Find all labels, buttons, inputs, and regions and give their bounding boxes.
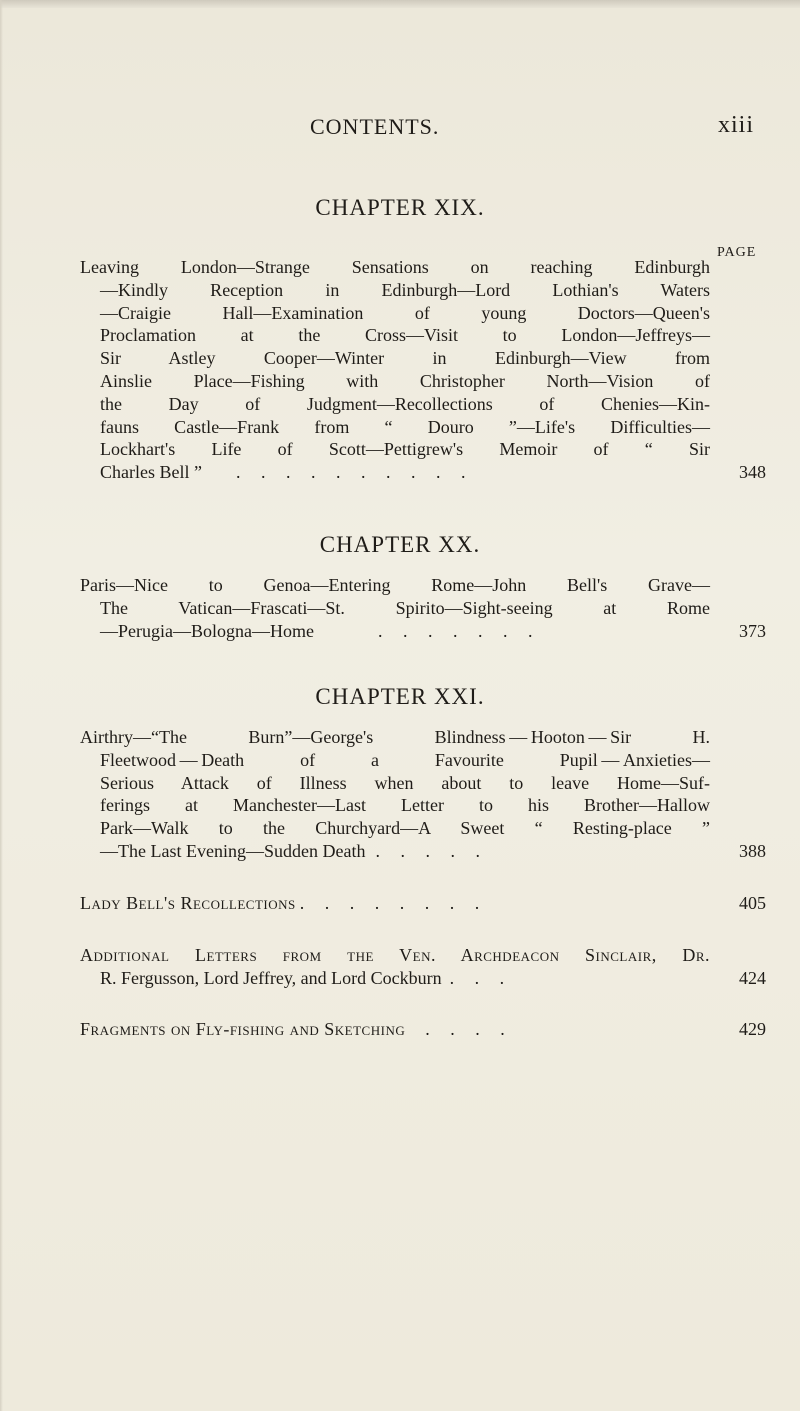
dot-leader: . . . . <box>425 1019 513 1039</box>
entry-line: ferings at Manchester—Last Letter to his Brother—Hallow <box>100 795 710 816</box>
entry-text: Lady Bell's Recollections <box>80 893 296 913</box>
chapter-heading: CHAPTER XIX. <box>315 195 485 220</box>
entry-line-last <box>80 892 710 915</box>
entry-line-last <box>80 1018 710 1041</box>
entry-text: —Perugia—Bologna—Home <box>100 620 314 641</box>
page-number: 348 <box>739 462 766 483</box>
toc-entry <box>80 944 766 990</box>
dot-leader: . . . . . . . . . . <box>235 462 474 483</box>
page-number: 424 <box>739 967 766 988</box>
entry-text: Fragments on Fly-fishing and Sketching <box>80 1019 406 1039</box>
entry-line-last <box>80 840 710 863</box>
entry-line: Sir Astley Cooper—Winter in Edinburgh—View from <box>100 348 710 369</box>
dot-leader: . . . . . . . . <box>299 893 488 913</box>
page-number: 373 <box>739 620 766 641</box>
entry-line: Leaving London—Strange Sensations on reaching Edinburgh <box>80 257 710 277</box>
entry-line: the Day of Judgment—Recollections of Chenies—Kin- <box>100 393 710 414</box>
entry-line: fauns Castle—Frank from “ Douro ”—Life's Difficulties— <box>100 416 710 437</box>
toc-entry <box>80 574 766 642</box>
page-number: 405 <box>739 893 766 913</box>
page-number: 388 <box>739 840 766 861</box>
toc-entry <box>80 726 766 863</box>
page-top-edge <box>0 0 800 8</box>
entry-line: —Craigie Hall—Examination of young Doctors—Queen's <box>100 302 710 323</box>
entry-line-last <box>80 620 710 643</box>
entry-line: Airthry—“The Burn”—George's Blindness — Hooton — Sir H. <box>80 727 710 747</box>
entry-line: Ainslie Place—Fishing with Christopher North—Vision of <box>100 370 710 391</box>
dot-leader: . . . . . <box>375 840 488 861</box>
chapter-heading: CHAPTER XXI. <box>315 684 485 709</box>
toc-entry <box>80 256 766 484</box>
entry-text: Additional Letters from the Ven. Archdeacon Sinclair, Dr. <box>80 945 710 965</box>
entry-line: Park—Walk to the Churchyard—A Sweet “ Resting-place ” <box>100 818 710 839</box>
entry-line: Fleetwood — Death of a Favourite Pupil — Anxieties— <box>100 749 710 770</box>
page-number: 429 <box>739 1019 766 1039</box>
entry-text: —The Last Evening—Sudden Death <box>100 840 366 861</box>
entry-line <box>80 944 710 967</box>
running-head <box>0 114 800 142</box>
entry-line: Proclamation at the Cross—Visit to London—Jeffreys— <box>100 325 710 346</box>
dot-leader: . . . . . . . <box>377 620 541 641</box>
entry-line: —Kindly Reception in Edinburgh—Lord Lothian's Waters <box>100 279 710 300</box>
entry-line: Paris—Nice to Genoa—Entering Rome—John Bell's Grave— <box>80 575 710 595</box>
toc-entry <box>80 1018 766 1041</box>
entry-text: Charles Bell ” <box>100 462 202 483</box>
entry-line: Serious Attack of Illness when about to leave Home—Suf- <box>100 772 710 793</box>
entry-line-last <box>80 967 710 990</box>
entry-text: R. Fergusson, Lord Jeffrey, and Lord Cockburn <box>100 967 442 988</box>
chapter-heading: CHAPTER XX. <box>319 532 481 557</box>
entry-line: Lockhart's Life of Scott—Pettigrew's Memoir of “ Sir <box>100 439 710 460</box>
page-column-label: PAGE <box>717 245 757 260</box>
toc-entry <box>80 892 766 915</box>
dot-leader: . . . <box>449 967 513 988</box>
entry-line-last <box>80 461 710 484</box>
page-folio: xiii <box>718 112 755 138</box>
running-title: CONTENTS. <box>310 114 440 139</box>
entry-line: The Vatican—Frascati—St. Spirito—Sight-seeing at Rome <box>100 597 710 618</box>
